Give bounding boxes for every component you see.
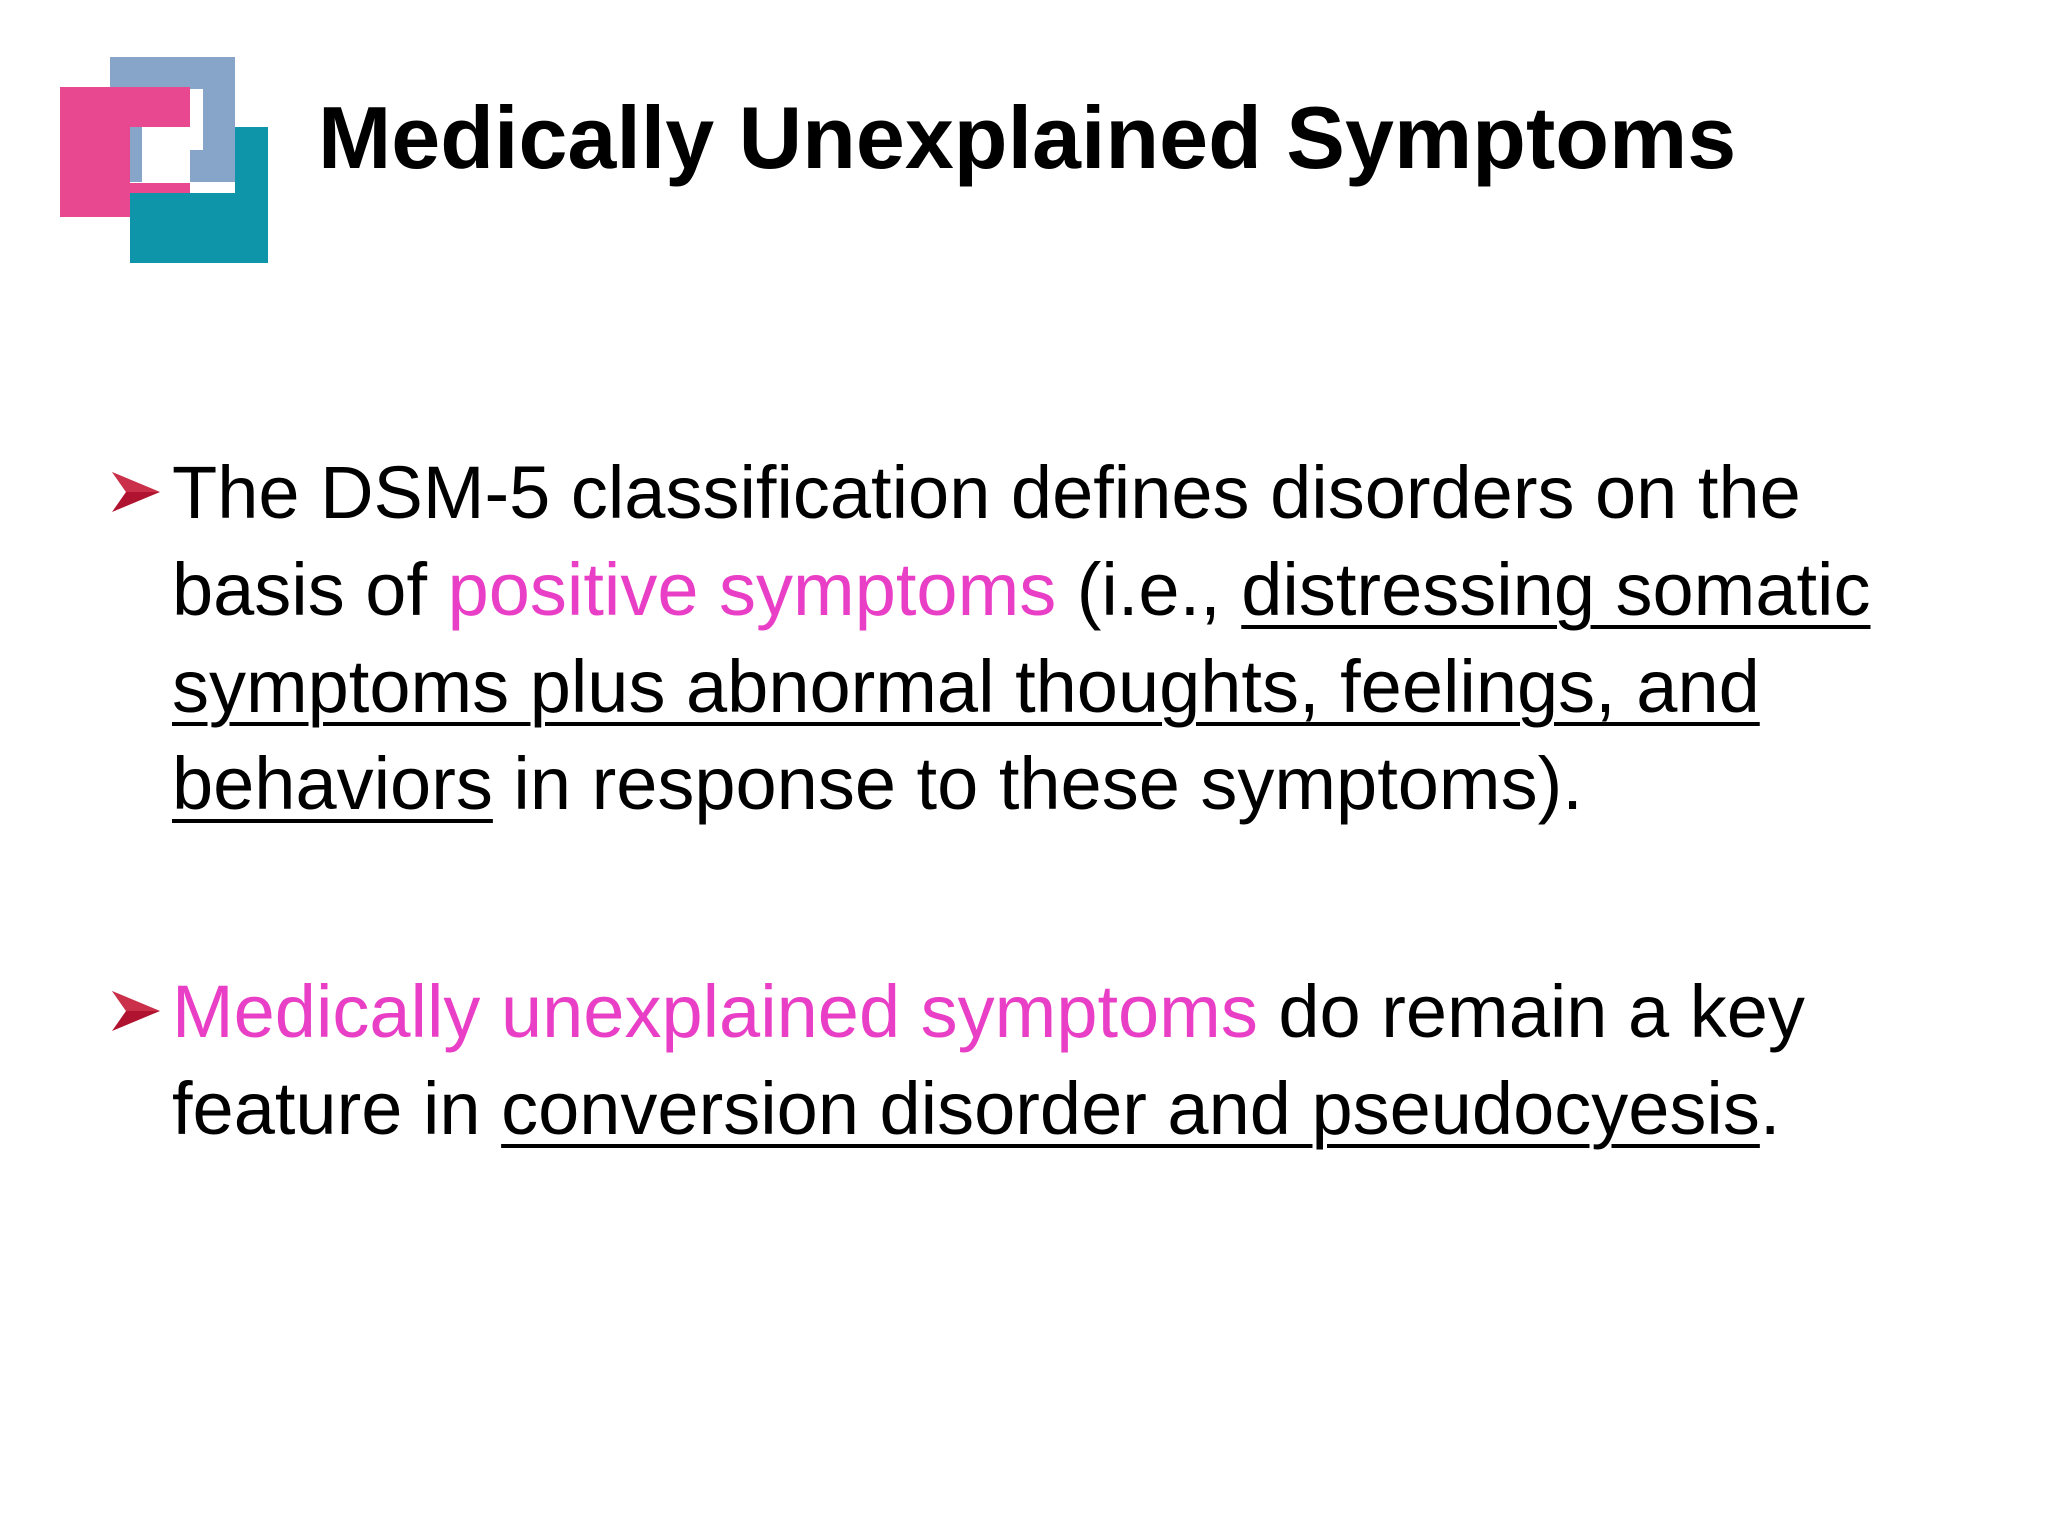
- bullet-text: The DSM-5 classification defines disorders on the basis of: [172, 451, 1801, 631]
- arrow-bullet-icon: [108, 983, 164, 1039]
- bullet-text: .: [1759, 1067, 1781, 1150]
- slide-title: Medically Unexplained Symptoms: [318, 88, 1737, 187]
- bullet-text: do remain a key feature in: [172, 970, 1805, 1150]
- bullet-item-medically-unexplained: [108, 963, 1988, 1157]
- arrow-bullet-icon: [108, 464, 164, 520]
- highlight-medically-unexplained-symptoms: Medically unexplained symptoms: [172, 970, 1258, 1053]
- highlight-positive-symptoms: positive symptoms: [447, 548, 1057, 631]
- underlined-phrase-distressing-symptoms: distressing somatic symptoms plus abnormal thoughts, feelings, and behaviors: [172, 548, 1871, 825]
- bullet-list: [108, 444, 1988, 1157]
- logo-center-window: [142, 127, 190, 183]
- underlined-phrase-conversion-disorder: conversion disorder and pseudocyesis: [501, 1067, 1760, 1150]
- bullet-text: in response to these symptoms).: [492, 742, 1583, 825]
- overlapping-squares-logo: [60, 57, 270, 265]
- bullet-text: (i.e.,: [1056, 548, 1242, 631]
- bullet-item-dsm5: [108, 444, 1988, 832]
